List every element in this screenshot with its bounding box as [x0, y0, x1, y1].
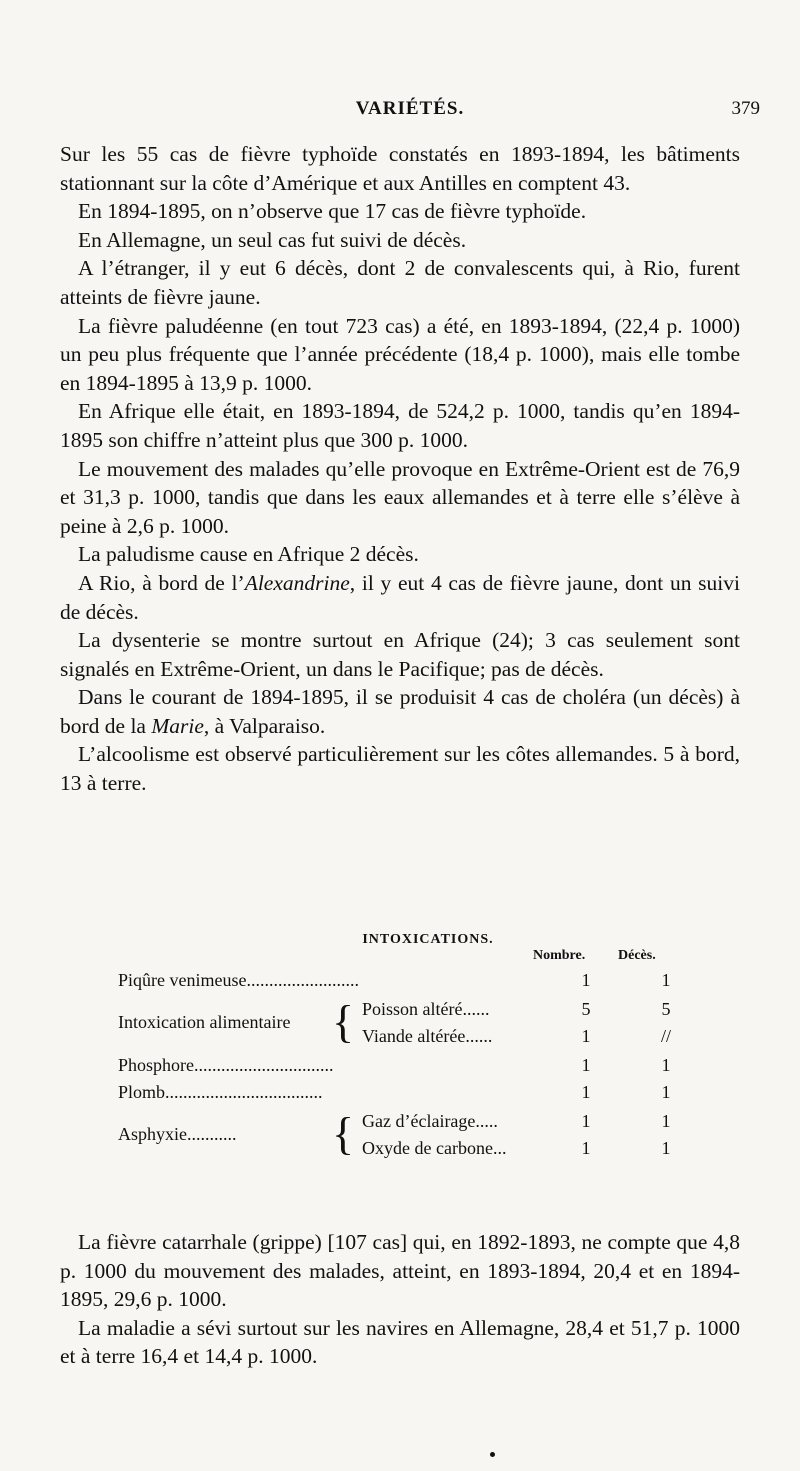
running-head: VARIÉTÉS. [355, 98, 465, 119]
sub-row-label: Viande altérée...... [362, 1026, 493, 1046]
column-header-deaths: Décès. [618, 948, 656, 963]
ship-name-marie: Marie [151, 713, 204, 738]
paragraph-far-east: Le mouvement des malades qu’elle provoque en Extrême-Orient est de 76,9 et 31,3 p. 1000, tandis que dans les eaux allemandes et à terre elle s’élève à peine à 2,6 p. 1000. [60, 456, 740, 538]
paragraph-africa: En Afrique elle était, en 1893-1894, de 524,2 p. 1000, tandis qu’en 1894-1895 son chiffre n’atteint plus que 300 p. 1000. [60, 399, 740, 452]
brace-icon: { [332, 996, 355, 1047]
sub-row-label: Poisson altéré...... [362, 999, 490, 1019]
sub-row-label: Gaz d’éclairage..... [362, 1111, 498, 1131]
table-row [118, 1082, 698, 1109]
sub-row-count: 5 [581, 999, 591, 1019]
paragraph-malaria: La fièvre paludéenne (en tout 723 cas) a été, en 1893-1894, (22,4 p. 1000) un peu plus fréquente que l’année précédente (18,4 p. 1000), mais elle tombe en 1894-1895 à 13,9 p. 1000. [60, 313, 740, 395]
sub-row-label: Oxyde de carbone... [362, 1138, 507, 1158]
sub-row-count: 1 [581, 1138, 591, 1158]
group-label: Asphyxie........... [118, 1124, 237, 1144]
sub-row-count: 1 [581, 1111, 591, 1131]
sub-row-deaths: 1 [661, 1111, 671, 1131]
paragraph-abroad: A l’étranger, il y eut 6 décès, dont 2 de convalescents qui, à Rio, furent atteints de fièvre jaune. [60, 256, 740, 309]
body-text [60, 140, 740, 798]
table-title: INTOXICATIONS. [362, 932, 494, 947]
sub-row-deaths: 1 [661, 1138, 671, 1158]
table-column-headers [118, 948, 698, 970]
row-count: 1 [581, 970, 591, 990]
paragraph-germany: En Allemagne, un seul cas fut suivi de décès. [78, 227, 467, 252]
paragraph-alcoholism: L’alcoolisme est observé particulièrement sur les côtes allemandes. 5 à bord, 13 à terre. [60, 742, 740, 796]
table-row [118, 970, 698, 997]
table-row [118, 1055, 698, 1082]
paragraph-typhoid-stations: Sur les 55 cas de fièvre typhoïde constatés en 1893-1894, les bâtiments stationnant sur la côte d’Amérique et aux Antilles en comptent 43. [60, 142, 740, 195]
brace-icon: { [332, 1108, 355, 1159]
group-label: Intoxication alimentaire [118, 1012, 291, 1032]
table-group-intoxication [118, 997, 698, 1055]
paragraph-typhoid-1894: En 1894-1895, on n’observe que 17 cas de fièvre typhoïde. [78, 199, 587, 224]
sub-row-count: 1 [581, 1026, 591, 1046]
row-count: 1 [581, 1055, 591, 1075]
page-header [60, 98, 760, 128]
table-group-asphyxie [118, 1109, 698, 1167]
sub-row-deaths: 5 [661, 999, 671, 1019]
sub-row-deaths: // [660, 1026, 671, 1046]
paragraph-cholera: Dans le courant de 1894-1895, il se produisit 4 cas de choléra (un décès) à bord de la Marie, à Valparaiso. [60, 685, 740, 738]
row-label: Plomb................................... [118, 1082, 323, 1102]
row-count: 1 [581, 1082, 591, 1102]
ink-speck [490, 1452, 495, 1457]
paragraph-malaria-deaths: La paludisme cause en Afrique 2 décès. [78, 542, 419, 567]
column-header-count: Nombre. [533, 948, 586, 963]
paragraph-dysentery: La dysenterie se montre surtout en Afrique (24); 3 cas seulement sont signalés en Extrême-Orient, un dans le Pacifique; pas de décès. [60, 628, 740, 681]
paragraph-rio: A Rio, à bord de l’Alexandrine, il y eut 4 cas de fièvre jaune, dont un suivi de décès. [60, 570, 740, 624]
row-deaths: 1 [661, 970, 671, 990]
ship-name-alexandrine: Alexandrine [244, 570, 350, 595]
lower-body-text [60, 1228, 740, 1371]
page-number: 379 [731, 98, 760, 119]
intoxications-table [118, 932, 698, 1167]
paragraph-grippe-germany: La maladie a sévi surtout sur les navires en Allemagne, 28,4 et 51,7 p. 1000 et à terre 16,4 et 14,4 p. 1000. [60, 1315, 740, 1369]
row-deaths: 1 [661, 1055, 671, 1075]
row-label: Piqûre venimeuse......................... [118, 970, 359, 990]
paragraph-grippe: La fièvre catarrhale (grippe) [107 cas] qui, en 1892-1893, ne compte que 4,8 p. 1000 du mouvement des malades, atteint, en 1893-1894, 20,4 et en 1894-1895, 29,6 p. 1000. [60, 1230, 740, 1312]
row-deaths: 1 [661, 1082, 671, 1102]
row-label: Phosphore............................... [118, 1055, 334, 1075]
